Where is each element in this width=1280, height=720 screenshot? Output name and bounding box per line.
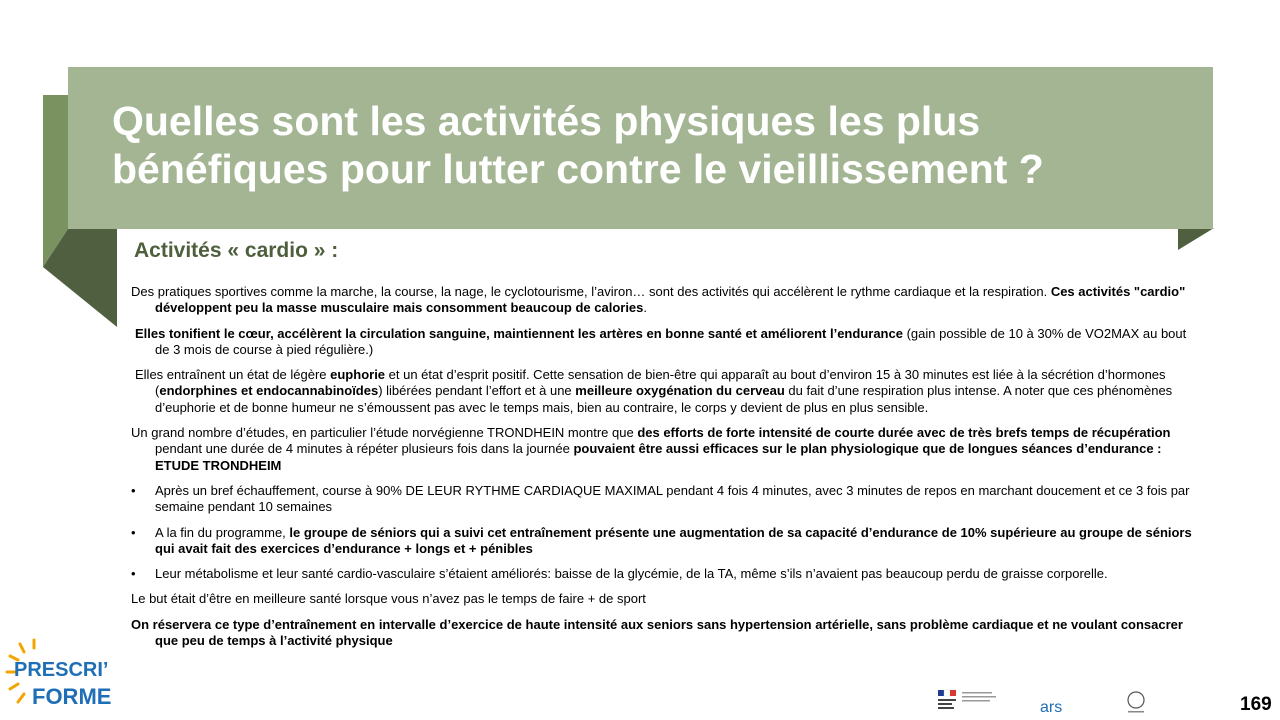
paragraph-recommendation — [131, 617, 1199, 650]
institution-seal-icon — [1128, 692, 1144, 708]
slide-body — [131, 284, 1199, 658]
bold-text: endorphines et endocannabinoïdes — [159, 383, 379, 399]
title-banner — [68, 67, 1213, 229]
text: Le but était d’être en meilleure santé lorsque vous n’avez pas le temps de faire + de sport — [131, 591, 646, 607]
logo-line2: FORME — [32, 684, 112, 709]
prefet-logo — [938, 690, 996, 709]
text: . — [643, 300, 648, 316]
text: Après un bref échauffement, course à 90% DE LEUR RYTHME CARDIAQUE MAXIMAL pendant 4 fois 4 minutes, avec 3 minutes de repos en marchant doucement et ce 3 fois par semaine pendant 10 semaines — [155, 482, 1190, 515]
slide-title: Quelles sont les activités physiques les plus bénéfiques pour lutter contre le vieillissement ? — [112, 98, 1044, 192]
text: et un état d’esprit positif. Cette sensation de bien-être qui apparaît au bout d’environ 15 à 30 minutes est liée à la sécrétion d’hormones ( — [155, 367, 1166, 399]
banner-fold-right — [1178, 228, 1214, 250]
list-item — [131, 483, 1199, 516]
text: Un grand nombre d’études, en particulier l’étude norvégienne TRONDHEIN montre que — [131, 425, 638, 441]
bullet-icon: • — [131, 524, 136, 540]
text: Des pratiques sportives comme la marche, la course, la nage, le cyclotourisme, l’aviron… sont des activités qui accélèrent le rythme cardiaque et la respiration. — [131, 284, 1051, 299]
logo-line1: PRESCRI’ — [14, 659, 109, 681]
paragraph-cardio-intro — [131, 284, 1199, 317]
bold-text: pouvaient être aussi efficaces sur le plan physiologique que de longues séances d’endurance : ETUDE TRONDHEIM — [155, 441, 1162, 473]
page-number: 169 — [1240, 694, 1272, 715]
prescriforme-logo — [4, 638, 128, 718]
bold-text: euphorie — [330, 367, 386, 383]
bold-text: meilleure oxygénation du cerveau — [575, 383, 785, 399]
list-item — [131, 566, 1199, 582]
paragraph-studies — [131, 425, 1199, 474]
paragraph-goal — [131, 591, 1199, 607]
ars-logo: ars — [1040, 699, 1063, 716]
bold-text: des efforts de forte intensité de courte durée avec de très brefs temps de récupération — [637, 425, 1171, 441]
text: Elles entraînent un état de légère — [135, 367, 331, 383]
bold-text: Ces activités "cardio" développent peu la masse musculaire mais consomment beaucoup de calories — [155, 284, 1186, 316]
paragraph-euphoria — [131, 367, 1199, 416]
text: pendant une durée de 4 minutes à répéter plusieurs fois dans la journée — [155, 441, 574, 457]
text: A la fin du programme, — [155, 524, 290, 540]
bold-text: le groupe de séniors qui a suivi cet entraînement présente une augmentation de sa capacité d’endurance de 10% supérieure au groupe de séniors qui avait fait des exercices d’endurance + longs et + pénibles — [155, 524, 1192, 556]
bullet-icon: • — [131, 566, 136, 582]
list-item — [131, 525, 1199, 558]
text: ) libérées pendant l’effort et à une — [378, 383, 576, 399]
bold-text: On réservera ce type d’entraînement en intervalle d’exercice de haute intensité aux seniors sans hypertension artérielle, sans problème cardiaque et ne voulant consacrer que peu de temps à l’activité physique — [131, 616, 1183, 649]
bold-text: Elles tonifient le cœur, accélèrent la circulation sanguine, maintiennent les artères en bonne santé et améliorent l’endurance — [135, 325, 903, 341]
text: Leur métabolisme et leur santé cardio-vasculaire s’étaient améliorés: baisse de la glycémie, de la TA, même s’ils n’avaient pas beaucoup perdu de graisse corporelle. — [155, 566, 1108, 582]
bullet-icon: • — [131, 482, 136, 498]
partner-logos — [936, 688, 1156, 718]
text: du fait d’une respiration plus intense. A noter que ces phénomènes d’euphorie et de bonne humeur ne s’émoussent pas avec le temps mais, bien au contraire, le corps y devient de plus en plus sensible. — [155, 383, 1173, 415]
paragraph-benefits — [131, 326, 1199, 359]
text: (gain possible de 10 à 30% de VO2MAX au bout de 3 mois de course à pied régulière.) — [155, 325, 1187, 357]
section-subtitle: Activités « cardio » : — [134, 239, 339, 262]
